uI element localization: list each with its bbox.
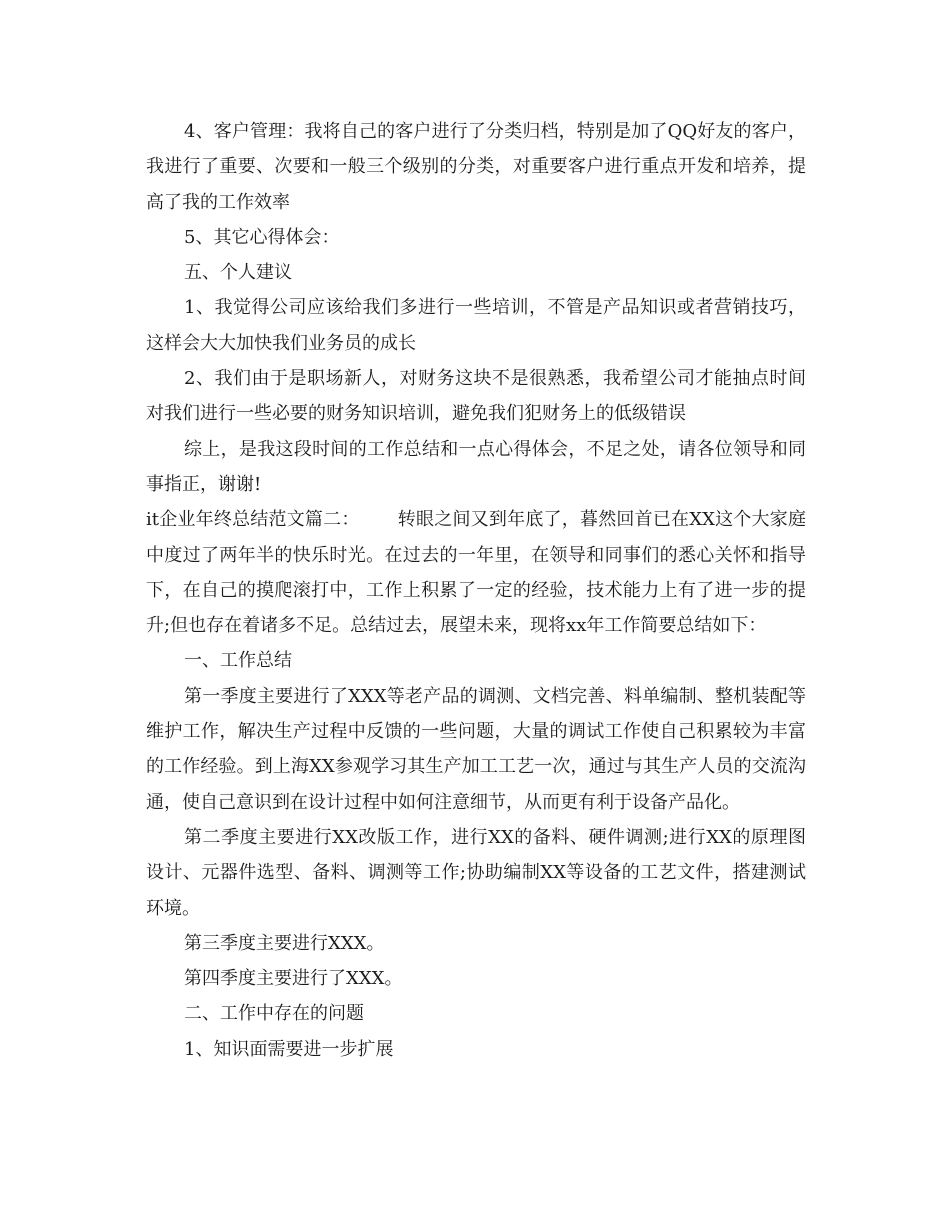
article-two-title: it企业年终总结范文篇二： [146, 509, 360, 531]
paragraph-other-experience: 5、其它心得体会： [184, 226, 340, 248]
paragraph-article-two [146, 502, 806, 643]
paragraph-second-quarter: 第二季度主要进行XX改版工作，进行XX的备料、硬件调测;进行XX的原理图设计、元器件选型、备料、调测等工作;协助编制XX等设备的工艺文件，搭建测试环境。 [146, 826, 806, 919]
paragraph-conclusion: 综上，是我这段时间的工作总结和一点心得体会，不足之处，请各位领导和同事指正，谢谢! [146, 438, 806, 495]
section-heading-work-summary: 一、工作总结 [184, 650, 292, 672]
paragraph-suggestion-training: 1、我觉得公司应该给我们多进行一些培训，不管是产品知识或者营销技巧，这样会大大加快我们业务员的成长 [146, 297, 806, 354]
paragraph-problem-knowledge: 1、知识面需要进一步扩展 [184, 1038, 394, 1060]
paragraph-fourth-quarter: 第四季度主要进行了XXX。 [184, 968, 403, 990]
section-heading-personal-suggestions: 五、个人建议 [184, 262, 292, 284]
section-heading-problems: 二、工作中存在的问题 [184, 1003, 364, 1025]
paragraph-first-quarter: 第一季度主要进行了XXX等老产品的调测、文档完善、料单编制、整机装配等维护工作，解决生产过程中反馈的一些问题，大量的调试工作使自己积累较为丰富的工作经验。到上海XX参观学习其生产加工工艺一次，通过与其生产人员的交流沟通，使自己意识到在设计过程中如何注意细节，从而更有利于设备产品化。 [146, 685, 806, 813]
paragraph-customer-management: 4、客户管理：我将自己的客户进行了分类归档，特别是加了QQ好友的客户，我进行了重要、次要和一般三个级别的分类，对重要客户进行重点开发和培养，提高了我的工作效率 [146, 121, 806, 213]
paragraph-suggestion-finance: 2、我们由于是职场新人，对财务这块不是很熟悉，我希望公司才能抽点时间对我们进行一些必要的财务知识培训，避免我们犯财务上的低级错误 [146, 368, 806, 425]
article-two-intro: 转眼之间又到年底了，暮然回首已在XX这个大家庭中度过了两年半的快乐时光。在过去的一年里，在领导和同事们的悉心关怀和指导下，在自己的摸爬滚打中，工作上积累了一定的经验，技术能力上有了进一步的提升;但也存在着诸多不足。总结过去，展望未来，现将xx年工作简要总结如下： [146, 509, 806, 637]
document-body [146, 114, 806, 1067]
paragraph-third-quarter: 第三季度主要进行XXX。 [184, 932, 385, 954]
